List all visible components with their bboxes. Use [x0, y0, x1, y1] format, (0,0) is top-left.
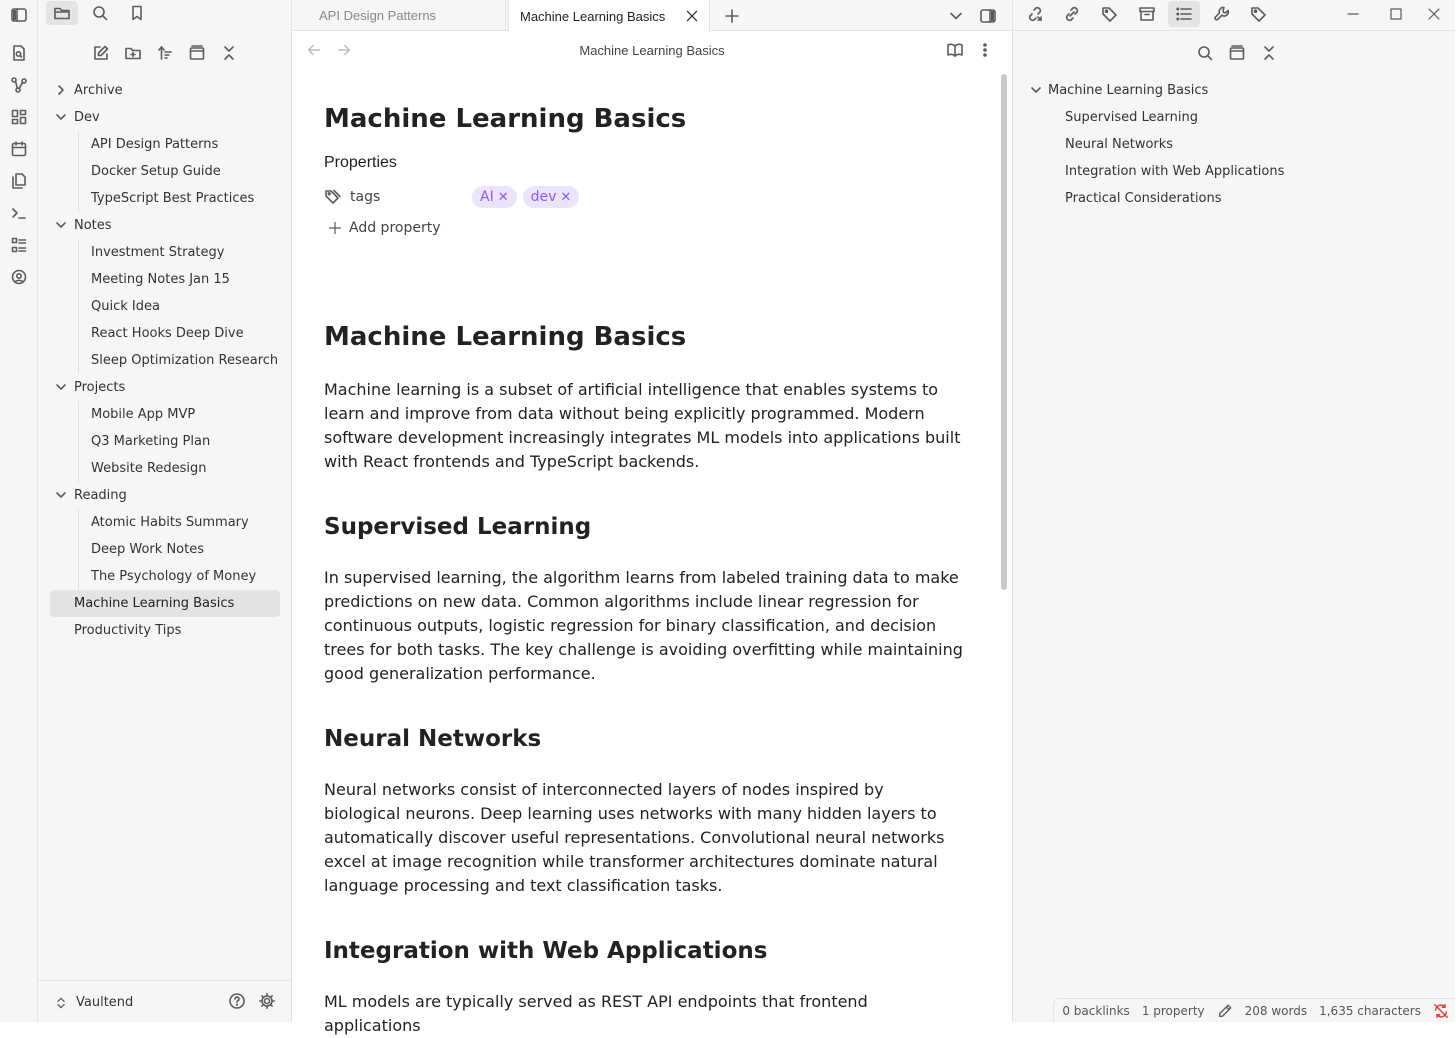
tab-archive[interactable] [1131, 1, 1163, 27]
file-item[interactable] [50, 536, 280, 563]
outline-item[interactable] [1029, 158, 1429, 185]
file-item[interactable] [50, 428, 280, 455]
file-item[interactable] [50, 320, 280, 347]
layout-dashboard-icon [10, 108, 28, 126]
file-item[interactable] [50, 293, 280, 320]
editor[interactable] [292, 70, 1012, 1035]
tab-tags[interactable] [1094, 1, 1126, 27]
outline-auto-reveal-button[interactable] [1224, 41, 1250, 65]
word-count: 208 words [1244, 1003, 1308, 1018]
character-count: 1,635 characters [1319, 1003, 1421, 1018]
file-item[interactable] [50, 239, 280, 266]
folder-label: Projects [74, 380, 126, 395]
wrench-icon [1213, 5, 1231, 23]
close-icon [685, 9, 699, 23]
tab-tools[interactable] [1206, 1, 1238, 27]
outline-label: Integration with Web Applications [1065, 164, 1285, 179]
folder-children [50, 239, 280, 374]
property-count[interactable]: 1 property [1141, 1003, 1205, 1018]
terminal-icon [10, 204, 28, 222]
calendar-icon [10, 140, 28, 158]
collapse-all-button[interactable] [216, 40, 242, 66]
folder-notes[interactable] [50, 212, 280, 239]
help-button[interactable] [228, 992, 246, 1010]
heading-2: Integration with Web Applications [324, 938, 768, 964]
outline-collapse-all-button[interactable] [1256, 41, 1282, 65]
folder-icon [53, 4, 71, 22]
left-sidebar-tabs [38, 0, 291, 28]
tab-label: Machine Learning Basics [520, 8, 666, 24]
folder-label: Notes [74, 218, 112, 233]
folder-archive[interactable] [50, 77, 280, 104]
chevrons-up-down-icon [54, 996, 68, 1010]
add-property-label: Add property [349, 220, 441, 236]
chevron-down-icon [947, 7, 965, 25]
tab-machine-learning-basics[interactable] [508, 0, 710, 32]
chevron-right-icon [55, 84, 67, 96]
chevrons-collapse-icon [1260, 44, 1278, 62]
chevron-down-icon [55, 381, 67, 393]
folder-label: Dev [74, 110, 100, 125]
file-item[interactable] [50, 266, 280, 293]
tag-label: AI [480, 189, 494, 205]
sync-error-icon[interactable] [1433, 1003, 1449, 1019]
outline-item[interactable] [1029, 77, 1429, 104]
file-item[interactable] [50, 185, 280, 212]
tag-values [472, 186, 585, 208]
chevron-down-icon [1030, 84, 1042, 96]
editor-scrollbar[interactable] [1001, 74, 1007, 590]
remove-tag-icon[interactable]: ✕ [497, 189, 509, 205]
outline-label: Neural Networks [1065, 137, 1174, 152]
tab-file-explorer[interactable] [46, 1, 78, 25]
tag-label: dev [530, 189, 557, 205]
backlinks-count[interactable]: 0 backlinks [1062, 1003, 1130, 1018]
file-item[interactable] [50, 563, 280, 590]
file-item[interactable] [50, 455, 280, 482]
paragraph: ML models are typically served as REST API endpoints that frontend applications [324, 992, 868, 1035]
file-label: Q3 Marketing Plan [91, 434, 211, 449]
panel-icon [188, 44, 206, 62]
close-tab-button[interactable] [683, 7, 701, 25]
folder-children [50, 401, 280, 482]
tag-pill[interactable] [523, 186, 580, 208]
file-label: Productivity Tips [74, 623, 182, 638]
graph-icon [10, 76, 28, 94]
right-sidebar [1012, 31, 1455, 1022]
status-bar [1053, 998, 1455, 1022]
file-item[interactable] [50, 401, 280, 428]
tab-bookmarks[interactable] [121, 1, 153, 25]
more-options-button[interactable] [976, 41, 994, 59]
minimize-icon [1344, 5, 1362, 23]
outline-item[interactable] [1029, 104, 1429, 131]
file-label: React Hooks Deep Dive [91, 326, 244, 341]
tag-icon [1250, 5, 1268, 23]
file-item[interactable] [50, 509, 280, 536]
outline-label: Practical Considerations [1065, 191, 1222, 206]
plus-icon [328, 221, 342, 235]
smile-icon [10, 268, 28, 286]
file-label: Quick Idea [91, 299, 160, 314]
list-grid-icon [10, 236, 28, 254]
tab-search[interactable] [84, 1, 116, 25]
paragraph: Neural networks consist of interconnected layers of nodes inspired by biological neurons. Deep learning uses networks with many hidden layers to automatically discover useful representations. Convolutional neural networks excel at image recognition while transformer architectures dominate natural language processing and text classification tasks. [324, 780, 945, 895]
folder-label: Reading [74, 488, 127, 503]
sort-icon [156, 44, 174, 62]
folder-children [50, 509, 280, 590]
chevrons-collapse-icon [220, 44, 238, 62]
tag-pill[interactable] [472, 186, 517, 208]
file-label: The Psychology of Money [91, 569, 257, 584]
toggle-left-sidebar-button[interactable] [7, 3, 31, 27]
folder-label: Archive [74, 83, 123, 98]
new-folder-button[interactable] [120, 40, 146, 66]
bookmark-icon [128, 4, 146, 22]
outline-search-button[interactable] [1192, 41, 1218, 65]
settings-button[interactable] [258, 992, 276, 1010]
gear-icon [258, 992, 276, 1010]
left-sidebar [38, 0, 292, 1022]
file-explorer-toolbar [38, 40, 291, 66]
file-label: Machine Learning Basics [74, 596, 235, 611]
sidebar-left-icon [10, 6, 28, 24]
vault-footer [38, 980, 291, 1022]
outline-item[interactable] [1029, 185, 1429, 212]
inline-title[interactable]: Machine Learning Basics [324, 104, 687, 134]
search-icon [91, 4, 109, 22]
reading-view-button[interactable] [946, 41, 964, 59]
open-daily-note-button[interactable] [5, 135, 33, 163]
properties-heading: Properties [324, 154, 397, 171]
open-bases-button[interactable] [5, 231, 33, 259]
file-label: Website Redesign [91, 461, 207, 476]
file-item[interactable] [50, 158, 280, 185]
link-in-icon [1026, 5, 1044, 23]
auto-reveal-button[interactable] [184, 40, 210, 66]
add-property-button[interactable] [324, 220, 964, 236]
chevron-down-icon [55, 219, 67, 231]
folder-reading[interactable] [50, 482, 280, 509]
change-sort-order-button[interactable] [152, 40, 178, 66]
folder-projects[interactable] [50, 374, 280, 401]
toggle-right-sidebar-button[interactable] [976, 4, 1000, 28]
tab-backlinks[interactable] [1019, 1, 1051, 27]
tag-icon [1101, 5, 1119, 23]
file-label: Atomic Habits Summary [91, 515, 249, 530]
open-publish-button[interactable] [5, 263, 33, 291]
files-icon [10, 172, 28, 190]
heading-2: Supervised Learning [324, 514, 592, 540]
remove-tag-icon[interactable]: ✕ [560, 189, 572, 205]
close-icon [1425, 5, 1443, 23]
ribbon [0, 0, 38, 1022]
file-label: Sleep Optimization Research [91, 353, 279, 368]
tab-outgoing-links[interactable] [1056, 1, 1088, 27]
file-tree [50, 77, 280, 644]
file-label: API Design Patterns [91, 137, 219, 152]
pencil-icon[interactable] [1217, 1003, 1233, 1019]
property-row-tags [324, 184, 964, 210]
folder-children [50, 131, 280, 212]
list-icon [1175, 5, 1193, 23]
paragraph: Machine learning is a subset of artificial intelligence that enables systems to learn and improve from data without being explicitly programmed. Modern software development increasingly integrates ML models into applications built with React frontends and TypeScript backends. [324, 380, 961, 471]
file-label: TypeScript Best Practices [91, 191, 255, 206]
file-item[interactable] [50, 617, 280, 644]
tab-list-button[interactable] [944, 4, 968, 28]
new-note-button[interactable] [88, 40, 114, 66]
insert-template-button[interactable] [5, 167, 33, 195]
tab-label: API Design Patterns [319, 8, 437, 23]
tab-tag-pane[interactable] [1243, 1, 1275, 27]
vault-switcher[interactable] [54, 995, 133, 1010]
panel-icon [1228, 44, 1246, 62]
right-sidebar-header [1012, 0, 1455, 31]
outline-list [1029, 77, 1429, 212]
maximize-icon [1387, 5, 1405, 23]
file-item-active[interactable] [50, 590, 280, 617]
link-out-icon [1063, 5, 1081, 23]
file-label: Docker Setup Guide [91, 164, 221, 179]
edit-icon [92, 44, 110, 62]
view-header [292, 32, 1012, 70]
tab-outline[interactable] [1168, 1, 1200, 27]
sidebar-right-icon [979, 7, 997, 25]
heading-2: Neural Networks [324, 726, 542, 752]
open-graph-view-button[interactable] [5, 71, 33, 99]
minimize-window-button[interactable] [1331, 2, 1375, 26]
file-label: Meeting Notes Jan 15 [91, 272, 230, 287]
paragraph: In supervised learning, the algorithm learns from labeled training data to make predictions on new data. Common algorithms include linear regression for continuous outputs, logistic regression for binary classification, and decision trees for both tasks. The key challenge is avoiding overfitting while maintaining good generalization performance. [324, 568, 963, 683]
outline-item[interactable] [1029, 131, 1429, 158]
close-window-button[interactable] [1412, 2, 1456, 26]
note-content [324, 70, 964, 1038]
folder-dev[interactable] [50, 104, 280, 131]
property-key-label: tags [350, 189, 381, 205]
new-tab-button[interactable] [720, 4, 744, 28]
tab-api-design-patterns[interactable] [306, 0, 506, 31]
file-label: Mobile App MVP [91, 407, 196, 422]
chevron-down-icon [55, 111, 67, 123]
help-circle-icon [228, 992, 246, 1010]
outline-toolbar [1013, 41, 1455, 65]
file-label: Deep Work Notes [91, 542, 204, 557]
vault-name: Vaultend [76, 995, 134, 1010]
file-search-icon [10, 44, 28, 62]
plus-icon [723, 7, 741, 25]
open-command-palette-button[interactable] [5, 199, 33, 227]
heading-1: Machine Learning Basics [324, 322, 687, 352]
search-icon [1196, 44, 1214, 62]
book-open-icon [946, 41, 964, 59]
more-vertical-icon [976, 41, 994, 59]
folder-plus-icon [124, 44, 142, 62]
open-canvas-button[interactable] [5, 103, 33, 131]
open-quick-switcher-button[interactable] [5, 39, 33, 67]
outline-label: Machine Learning Basics [1048, 83, 1209, 98]
tags-icon [324, 188, 342, 206]
property-key[interactable] [324, 188, 472, 206]
chevron-down-icon [55, 489, 67, 501]
file-label: Investment Strategy [91, 245, 225, 260]
tab-header [292, 0, 1012, 31]
outline-label: Supervised Learning [1065, 110, 1198, 125]
file-item[interactable] [50, 131, 280, 158]
file-item[interactable] [50, 347, 280, 374]
view-title[interactable]: Machine Learning Basics [579, 43, 725, 58]
archive-icon [1138, 5, 1156, 23]
